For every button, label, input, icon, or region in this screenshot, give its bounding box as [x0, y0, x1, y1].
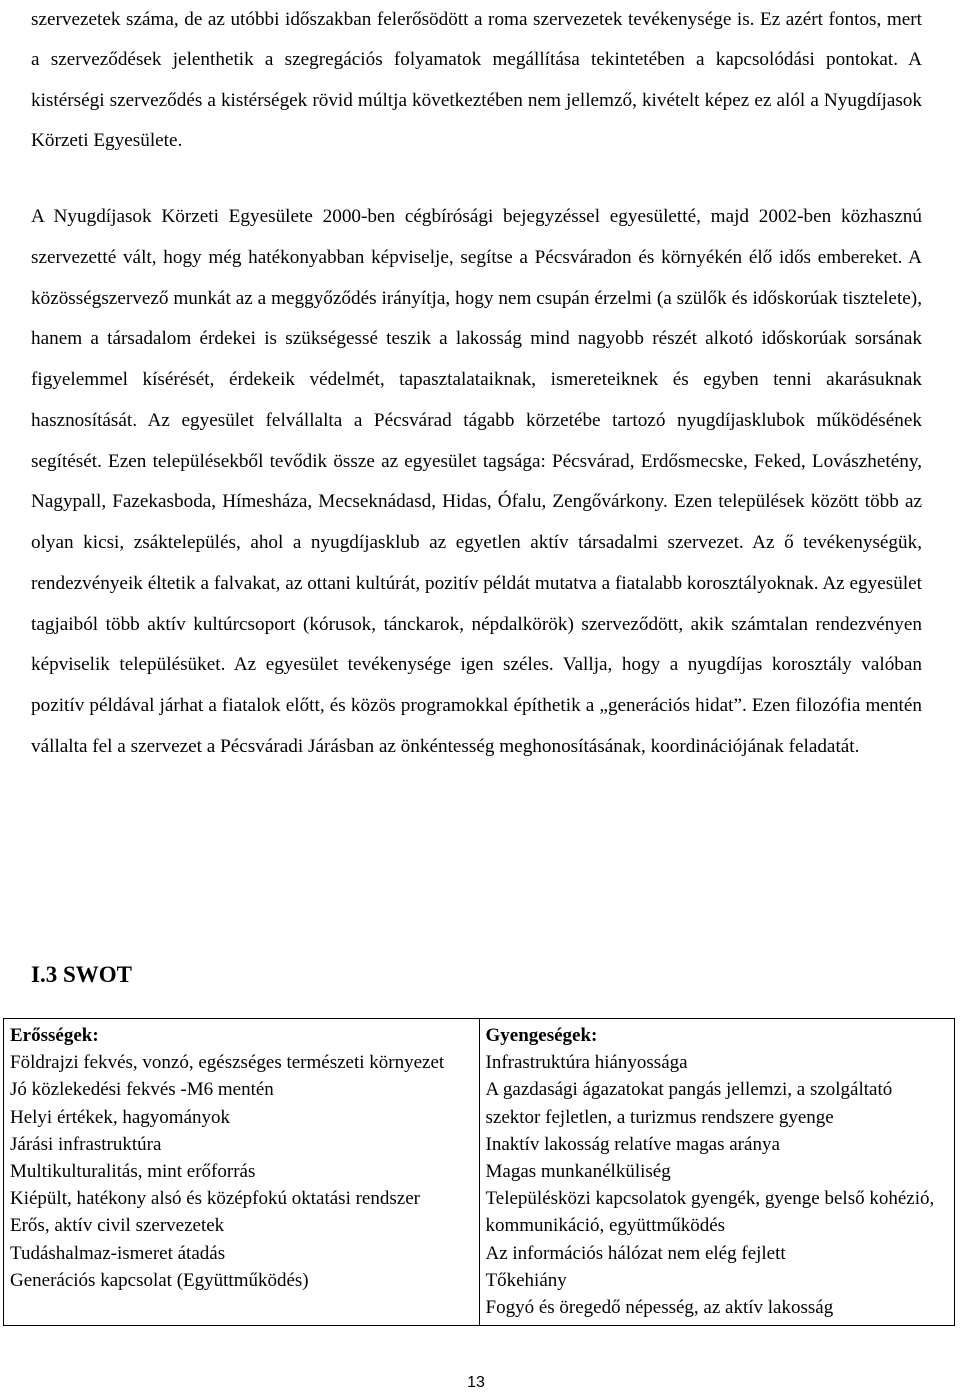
weaknesses-title: Gyengeségek:	[485, 1025, 598, 1046]
strength-item: Földrajzi fekvés, vonzó, egészséges természeti környezet	[10, 1052, 445, 1074]
swot-table	[3, 1018, 955, 1326]
strengths-title: Erősségek:	[10, 1025, 99, 1046]
weaknesses-cell	[479, 1019, 955, 1326]
strength-item: Jó közlekedési fekvés -M6 mentén	[10, 1079, 274, 1101]
weakness-item: Magas munkanélküliség	[485, 1161, 671, 1183]
strength-item: Multikulturalitás, mint erőforrás	[10, 1161, 256, 1183]
weakness-item: Az információs hálózat nem elég fejlett	[485, 1242, 786, 1264]
weakness-item: Fogyó és öregedő népesség, az aktív lakosság	[485, 1297, 834, 1319]
body-paragraph-2: A Nyugdíjasok Körzeti Egyesülete 2000-ben cégbírósági bejegyzéssel egyesületté, majd 2002-ben közhasznú szervezetté vált, hogy még hatékonyabban képviselje, segítse a Pécsváradon és környékén élő idős embereket. A közösségszervező munkát az a meggyőződés irányítja, hogy nem csupán érzelmi (a szülők és időskorúak tisztelete), hanem a társadalom érdekei is szükségessé teszik a lakosság mind nagyobb részét alkotó időskorúak sorsának figyelemmel kísérését, érdekeik védelmét, tapasztalataiknak, ismereteiknek és egyben tenni akarásuknak hasznosítását. Az egyesület felvállalta a Pécsvárad tágabb körzetébe tartozó nyugdíjasklubok működésének segítését. Ezen településekből tevődik össze az egyesület tagsága: Pécsvárad, Erdősmecske, Feked, Lovászhetény, Nagypall, Fazekasboda, Hímesháza, Mecseknádasd, Hidas, Ófalu, Zengővárkony. Ezen települések között több az olyan kicsi, zsáktelepülés, ahol a nyugdíjasklub az egyetlen aktív társadalmi szervezet. Az ő tevékenységük, rendezvényeik éltetik a falvakat, az ottani kultúrát, pozitív példát mutatva a fiatalabb korosztályoknak. Az egyesület tagjaiból több aktív kultúrcsoport (kórusok, tánckarok, népdalkörök) szerveződött, akik számtalan rendezvényen képviselik településüket. Az egyesület tevékenysége igen széles. Vallja, hogy a nyugdíjas korosztály valóban pozitív példával járhat a fiatalok előtt, és közös programokkal építhetik a „generációs hidat”. Ezen filozófia mentén vállalta fel a szervezet a Pécsváradi Járásban az önkéntesség meghonosításának, koordinációjának feladatát.	[31, 206, 922, 757]
strengths-cell	[4, 1019, 480, 1326]
weakness-item: A gazdasági ágazatokat pangás jellemzi, a szolgáltató szektor fejletlen, a turizmus rendszere gyenge	[485, 1079, 893, 1128]
weakness-item: Infrastruktúra hiányossága	[485, 1052, 688, 1074]
swot-row	[4, 1019, 955, 1326]
strength-item: Helyi értékek, hagyományok	[10, 1106, 231, 1128]
strength-item: Tudáshalmaz-ismeret átadás	[10, 1242, 226, 1264]
strength-item: Járási infrastruktúra	[10, 1133, 162, 1155]
page-number: 13	[467, 1374, 485, 1391]
section-heading: I.3 SWOT	[31, 962, 132, 987]
weakness-item: Inaktív lakosság relatíve magas aránya	[485, 1133, 780, 1155]
body-paragraph-1: szervezetek száma, de az utóbbi időszakban felerősödött a roma szervezetek tevékenysége is. Ez azért fontos, mert a szerveződések jelenthetik a szegregációs folyamatok megállítása tekintetében a kapcsolódási pontokat. A kistérségi szerveződés a kistérségek rövid múltja következtében nem jellemző, kivételt képez ez alól a Nyugdíjasok Körzeti Egyesülete.	[31, 9, 922, 152]
strength-item: Erős, aktív civil szervezetek	[10, 1215, 225, 1237]
strength-item: Generációs kapcsolat (Együttműködés)	[10, 1269, 309, 1291]
strength-item: Kiépült, hatékony alsó és középfokú oktatási rendszer	[10, 1188, 420, 1210]
weakness-item: Településközi kapcsolatok gyengék, gyenge belső kohézió, kommunikáció, együttműködés	[485, 1188, 935, 1237]
weakness-item: Tőkehiány	[485, 1269, 567, 1291]
